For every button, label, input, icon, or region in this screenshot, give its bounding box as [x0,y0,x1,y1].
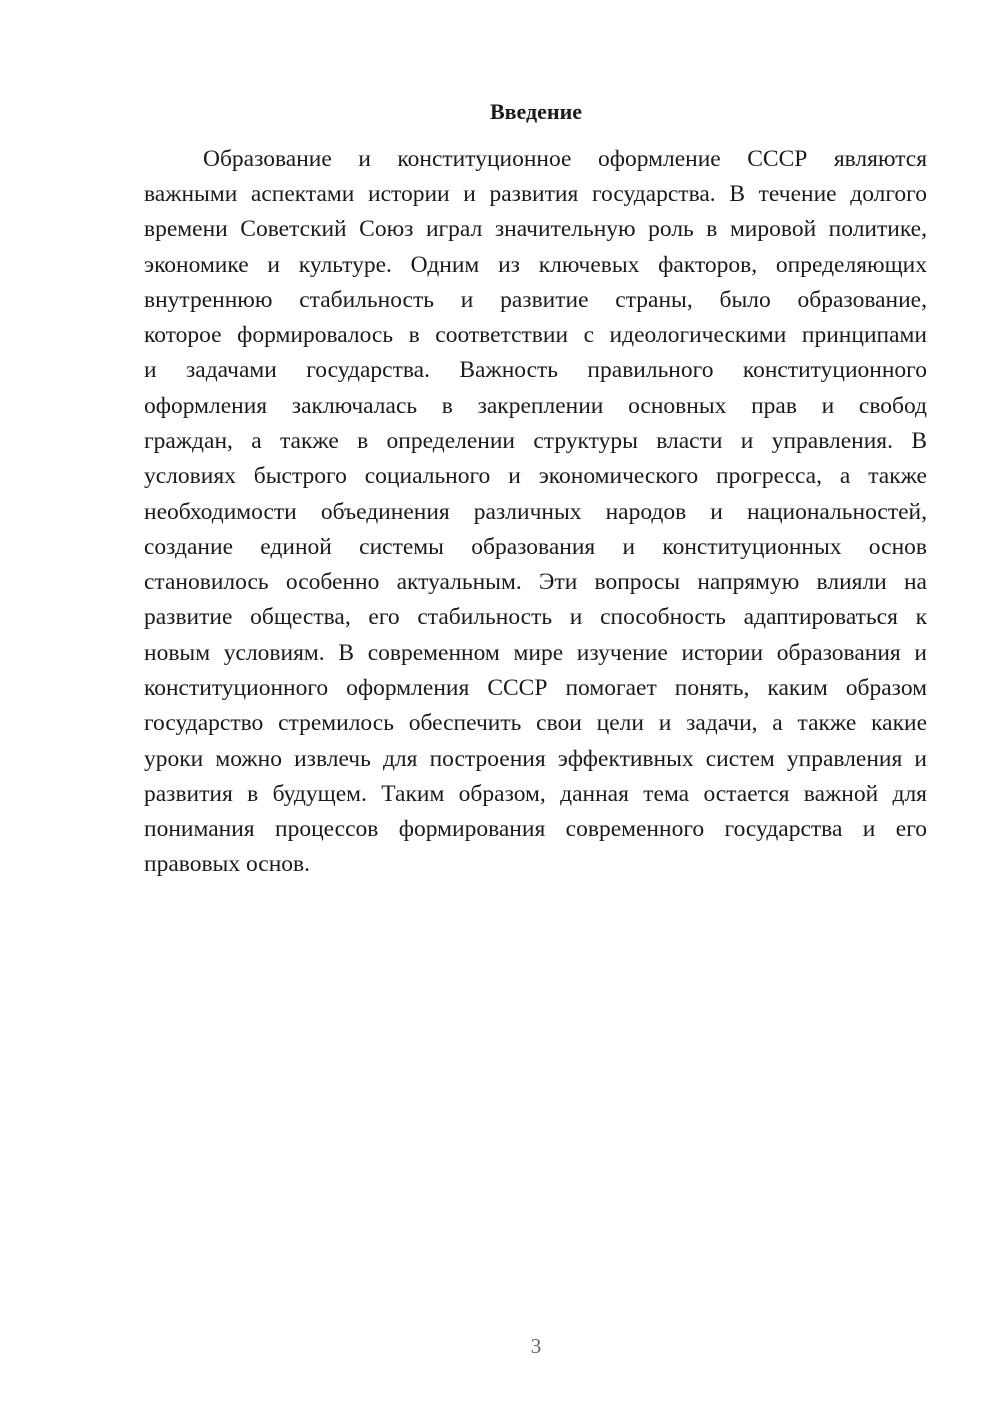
paragraph-line: необходимости объединения различных народов и национальностей, [144,499,927,525]
page-title: Введение [489,99,583,124]
paragraph-line: условиях быстрого социального и экономического прогресса, а также [144,463,927,489]
paragraph-line: понимания процессов формирования современного государства и его [144,816,927,842]
paragraph-line: правовых основ. [144,851,311,877]
paragraph-line: государство стремилось обеспечить свои цели и задачи, а также какие [144,710,927,736]
paragraph-line: граждан, а также в определении структуры власти и управления. В [144,428,927,454]
paragraph-line: оформления заключалась в закреплении основных прав и свобод [144,393,927,419]
paragraph-line: развития в будущем. Таким образом, данная тема остается важной для [144,781,927,807]
paragraph-line: уроки можно извлечь для построения эффективных систем управления и [144,746,927,772]
paragraph-line: становилось особенно актуальным. Эти вопросы напрямую влияли на [144,569,927,595]
paragraph-line: конституционного оформления СССР помогает понять, каким образом [144,675,927,701]
paragraph-line: внутреннюю стабильность и развитие страны, было образование, [144,287,927,313]
paragraph-line: развитие общества, его стабильность и способность адаптироваться к [144,604,927,630]
paragraph-line: и задачами государства. Важность правильного конституционного [144,357,927,383]
paragraph-line: Образование и конституционное оформление СССР являются [203,146,927,172]
paragraph-line: которое формировалось в соответствии с идеологическими принципами [144,322,927,348]
page-number: 3 [530,1334,542,1358]
paragraph-line: важными аспектами истории и развития государства. В течение долгого [144,181,927,207]
paragraph-line: времени Советский Союз играл значительную роль в мировой политике, [144,216,927,242]
paragraph-line: экономике и культуре. Одним из ключевых факторов, определяющих [144,252,927,278]
paragraph-line: новым условиям. В современном мире изучение истории образования и [144,640,927,666]
paragraph-line: создание единой системы образования и конституционных основ [144,534,927,560]
